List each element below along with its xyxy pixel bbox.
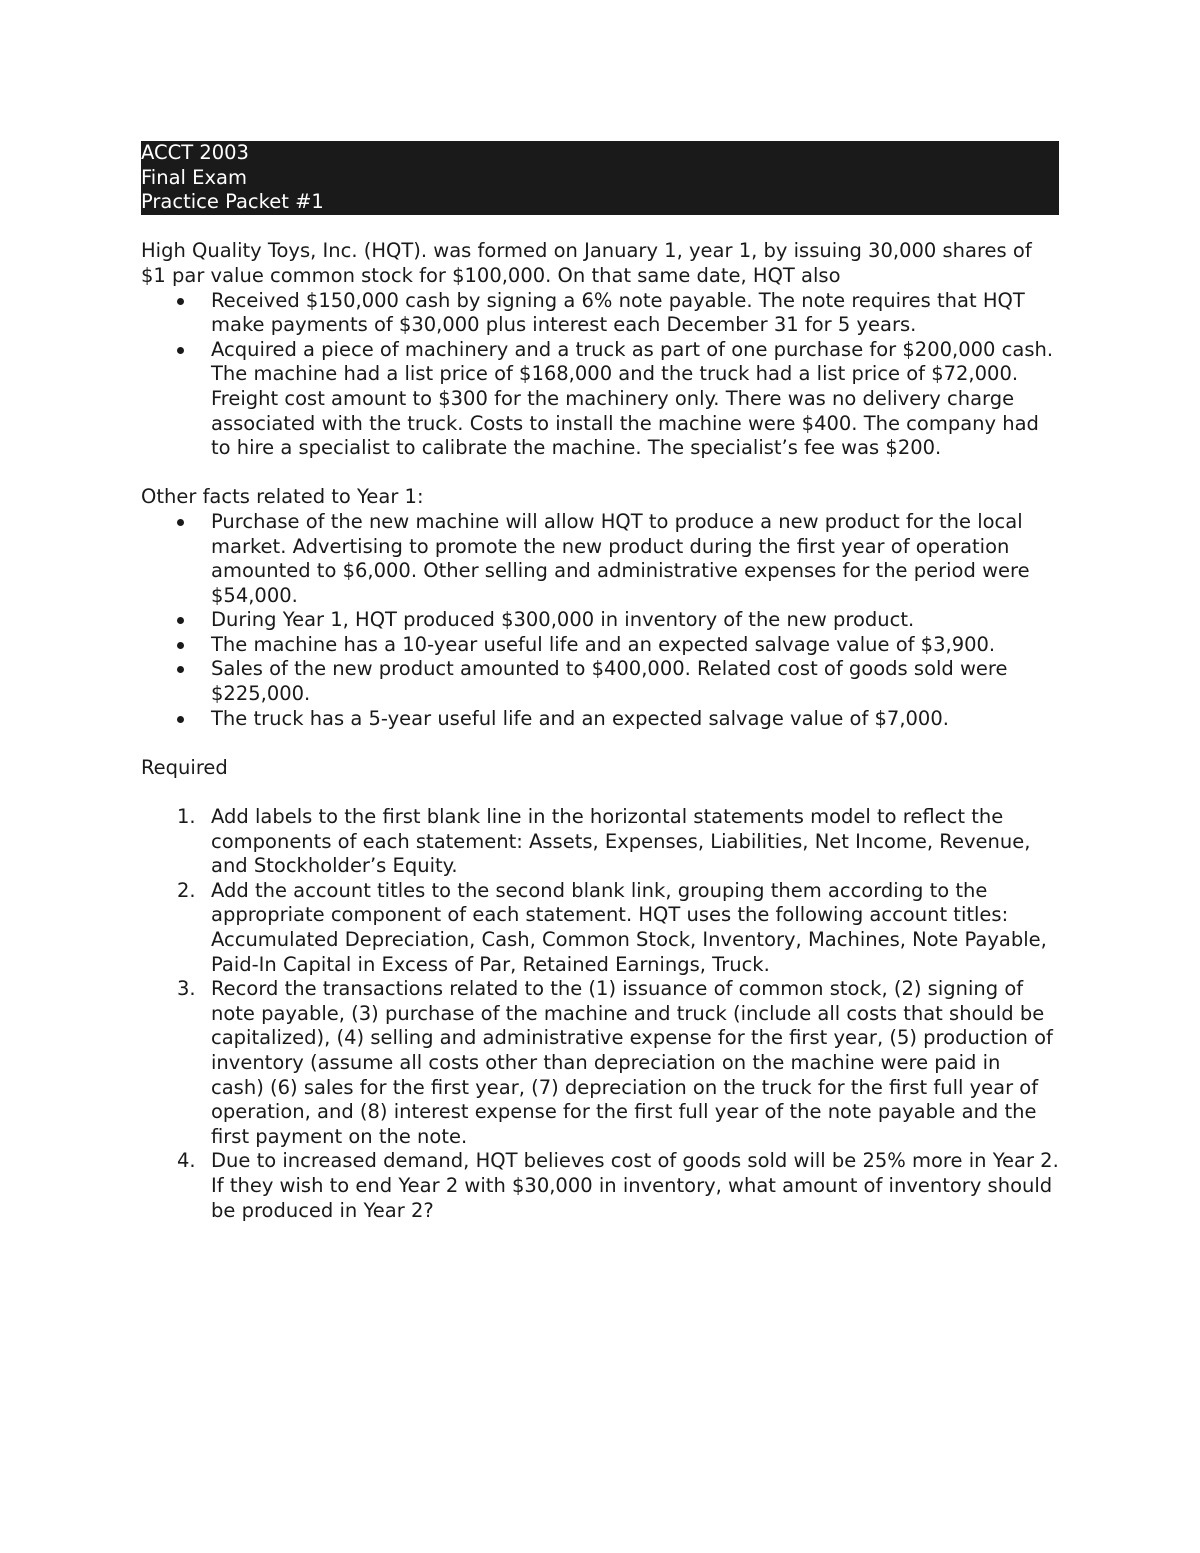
required-list [141, 805, 1059, 1223]
bullet-icon [177, 642, 184, 649]
spacer [141, 731, 1059, 756]
list-item-text: Add the account titles to the second blank link, grouping them according to the appropriate component of each statement. HQT uses the following account titles: Accumulated Depreciation, Cash, Common Stock, Inventory, Machines, Note Payable, Paid-In Capital in Excess of Par, Retained Earnings, Truck. [211, 878, 1047, 976]
spacer [141, 461, 1059, 486]
list-item [141, 879, 1059, 977]
list-item [141, 633, 1059, 658]
spacer [141, 215, 1059, 240]
list-item [141, 977, 1059, 1149]
required-heading: Required [141, 755, 228, 779]
list-item [141, 1149, 1059, 1223]
list-item-text: Due to increased demand, HQT believes cost of goods sold will be 25% more in Year 2. If they wish to end Year 2 with $30,000 in inventory, what amount of inventory should be produced in Year 2? [211, 1149, 1059, 1222]
list-item-text: The truck has a 5-year useful life and an expected salvage value of $7,000. [211, 706, 949, 730]
packet-title: Practice Packet #1 [141, 190, 324, 214]
list-item-text: Record the transactions related to the (1) issuance of common stock, (2) signing of note payable, (3) purchase of the machine and truck (include all costs that should be capitalized), (4) selling and administrative expense for the first year, (5) production of inventory (assume all costs other than depreciation on the machine were paid in cash) (6) sales for the first year, (7) depreciation on the truck for the first full year of operation, and (8) interest expense for the first full year of the note payable and the first payment on the note. [211, 977, 1053, 1148]
other-facts-heading: Other facts related to Year 1: [141, 485, 424, 509]
list-item-text: Add labels to the first blank line in the horizontal statements model to reflect the components of each statement: Assets, Expenses, Liabilities, Net Income, Revenue, and Stockholder’s Equity. [211, 805, 1031, 878]
list-item-text: During Year 1, HQT produced $300,000 in inventory of the new product. [211, 608, 915, 632]
bullet-icon [177, 666, 184, 673]
bullet-icon [177, 298, 184, 305]
exam-title: Final Exam [141, 165, 247, 189]
bullet-icon [177, 617, 184, 624]
list-item-text: Purchase of the new machine will allow HQT to produce a new product for the local market. Advertising to promote the new product during the first year of operation amounted to $6,000. Other selling and administrative expenses for the period were $54,000. [211, 509, 1030, 607]
course-code: ACCT 2003 [141, 141, 249, 164]
list-item [141, 657, 1059, 706]
list-item [141, 805, 1059, 879]
list-item-text: The machine has a 10-year useful life and an expected salvage value of $3,900. [211, 632, 996, 656]
list-item [141, 510, 1059, 608]
intro-paragraph: High Quality Toys, Inc. (HQT). was formed on January 1, year 1, by issuing 30,000 shares of $1 par value common stock for $100,000. On that same date, HQT also [141, 239, 1032, 287]
list-item [141, 338, 1059, 461]
list-item-text: Received $150,000 cash by signing a 6% note payable. The note requires that HQT make payments of $30,000 plus interest each December 31 for 5 years. [211, 288, 1025, 337]
list-number: 3. [177, 977, 196, 1001]
intro-bullet-list [141, 289, 1059, 461]
bullet-icon [177, 347, 184, 354]
list-item-text: Acquired a piece of machinery and a truck as part of one purchase for $200,000 cash. The machine had a list price of $168,000 and the truck had a list price of $72,000. Freight cost amount to $300 for the machinery only. There was no delivery charge associated with the truck. Costs to install the machine were $400. The company had to hire a specialist to calibrate the machine. The specialist’s fee was $200. [211, 337, 1054, 460]
document-page [141, 141, 1059, 1223]
list-number: 2. [177, 878, 196, 902]
list-item-text: Sales of the new product amounted to $400,000. Related cost of goods sold were $225,000. [211, 657, 1008, 706]
spacer [141, 780, 1059, 805]
list-item [141, 608, 1059, 633]
list-item [141, 289, 1059, 338]
bullet-icon [177, 519, 184, 526]
other-facts-list [141, 510, 1059, 731]
list-number: 4. [177, 1149, 196, 1173]
bullet-icon [177, 716, 184, 723]
list-number: 1. [177, 805, 196, 829]
header-block [141, 141, 1059, 215]
list-item [141, 707, 1059, 732]
